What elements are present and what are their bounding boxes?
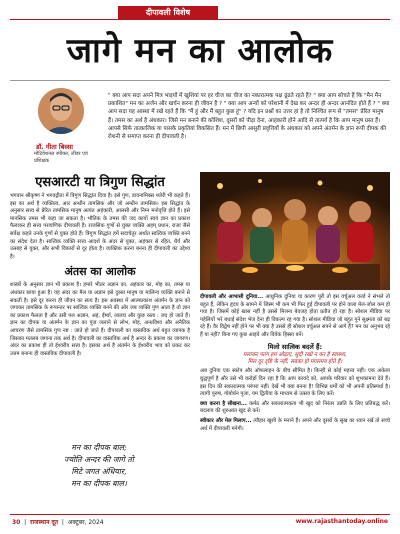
left-column (10, 172, 190, 358)
author-role: मोटिवेशनल स्पीकर, लीडर एवं प्रशिक्षक (34, 151, 88, 164)
couplet (200, 352, 390, 367)
right-column (200, 294, 390, 433)
paragraph-lead: क्या करना है सीखना... (200, 400, 247, 407)
family-diwali-photo (200, 172, 390, 290)
headline-rule (10, 80, 390, 81)
poem-line: ज्योति अन्दर की जागे तो (64, 455, 134, 464)
antas-paragraph: शास्त्रों के अनुसार ज्ञान भी प्रकाश है। हमारे भीतर अज्ञान का, अहंकार का, मोह का, तमस या अंधकार छाया हुआ है। यह अंदर का मैल या अज्ञान इसे दुरस्त मानुष या मालिन्य व्यक्ति बनाने से सकती है। इसे दूर करना ही जीवन का सत्य है। इस अवस्था में आत्मप्रकाश अंतर्मन के ज्ञान को जगाकर तामसिक के रूपान्तर पर सात्विक व्यक्ति बनने की ओर जब व्यक्ति गुण आता है तो ज्ञान का प्रकाश फैलता है और उसी पल अज्ञान, अहं, ईर्ष्या, लालच और कुछ रस्ता : जद हो जाते हैं। ज्ञान का दीपक या अंतर्मन के ज्ञान का पुंज जलाने से लोभ, मोह, अन्धविश्व और अनैतिक आचरण जैसे तामसिक गुण नष्ट : जाते हो जाते हैं। दीपावली का वास्तविक अर्थ बहुत व्यापक है जिसका मतलब जगाना तक अर्थ है। दीपावली का वास्तविक अर्थ है अन्दर के प्रकाश का जागरण। अंदर का प्रकाश ही तो ईश्वरीय सत्त्व है। इसका अर्थ है अंतर्मन के ईश्वरीय भाव को प्रकट कर उत्तम बनाना ही वास्तविक दीपावली है। (10, 282, 190, 357)
poem-line: मन का दीपक बाल; (71, 443, 127, 452)
author-photo (38, 88, 84, 134)
virtual-world-paragraph (200, 294, 390, 340)
section-title-antas: अंतस का आलोक (64, 265, 136, 279)
acceptance-paragraph (200, 418, 390, 433)
issue-month: अक्टूबर, 2024 (67, 519, 104, 526)
footer-left: 30 | राजस्थान दूत | अक्टूबर, 2024 (12, 519, 104, 526)
poem (14, 442, 184, 490)
paragraph-text: कर्मठ और सकारात्मकता भी खुद को निरंतर उन्नति के लिए प्रतिबद्ध करें। बदलाव की शुरुआत खुद से करें। (200, 400, 390, 415)
couplet-line: मिल दूर दृष्टि के नहीं, सबका हो मंगलमय होते हैं। (247, 358, 343, 365)
paragraph-text: त्यौहार खुशी के मनाने हैं। अपने और दूसरों के सुख का ध्यान रखें तो सच्चे अर्थ में दीपावली मनेगी। (200, 417, 390, 432)
section-banner: दीपावली विशेष (118, 6, 218, 19)
triguna-paragraph: भगवान श्रीकृष्ण ने भगवद्गीता में त्रिगुण सिद्धांत दिया है। इसे गुण, डायनामिक्स थ्योरी भी कहते हैं। इस का अर्थ है व्यक्तित्व, आर अन्धीन तामसिक और जो अन्धीन तामसिक। इस सिद्धांत के अनुसार सत्त्व से प्रेरित तामसिक मानुष अत्यंत अहंकारी, आलसी और निम्न मनोवृत्ति होते हैं। इसे मानसिक तमस भी कहा जा सकता है। भौतिक के तमस की जद कायों स्वयं ज्ञान का प्रकाश फैलाकर ही सत्त्व परायणिक दीपावली है। राजसिक गुणों से युक्त व्यक्ति अहम् प्रधान, राजा जैसे सर्वेक्ष कहते उनके गुणों से युक्त होते हैं। त्रिगुण सिद्धांत हमें सदाचेतुर अर्थात सात्विक व्यक्ति बनने का संदेश देता है। सात्विक व्यक्ति सत्त्व आदर्श के अंदर से युक्त, अहंकार से रहित, धैर्य और उत्साह से युक्त, और सभी विकारों से दूर होता है। व्यक्तिक करना बनना ही दीपावली का उद्देश्य है। (10, 193, 190, 260)
poem-line: मिटे जगत अंधियार, (71, 467, 127, 476)
magazine-name: राजस्थान दूत (30, 519, 59, 526)
world-paragraph: अब दुनिया एक स्कोप और ऑफलाइन के बीच सीमित है। किन्हीं से कोई महत्त्व नहीं। एक अकेला बुद्धपूर्ण है और उसे भी करोड़ों दिन रहा है कि आप कायदे को, आपके परिवार को शुभकामना देते हैं। इस दिन की सकारात्मक परंपरा नहीं। देखें भी क्या बनना है! विभिन्न धर्मों को भी अपनी प्रतिस्पर्धा है। त्यागी पुरुष, गोबोर्धन पूजा, यम द्वितीया के माध्यम से उत्सव के लिए करें। (200, 368, 390, 398)
page-number: 30 (12, 519, 21, 526)
website-link[interactable]: www.rajasthantoday.online (295, 518, 388, 525)
footer-rule (10, 514, 390, 515)
poem-line: मन का दीपक बाल। (71, 479, 127, 488)
author-name: डॉ. गीता बिस्सा (36, 143, 73, 151)
intro-paragraph: " क्या आप सदा अपने मित्र भाइयों में खुशियां पर हर चीज का चीज का नकारात्मक पक्ष ढूंढते रहते हैं? " क्या आप सोचते हैं कि "मैन मैन प्रकाशित" मन का अर्जन और खर्चन करना ही जीवन है ? " क्या आप अन्यों को परेशानी में देख कर अन्दर ही अन्दर आनंदित होते हैं ? " क्या आप सदा यह आस्था में रखे रहते हैं कि "मैं हूं और मैं बहुत कुछ हूं" ? यदि इन प्रश्नों का उत्तर हां है तो निश्चित रूप से "तमस" प्रेरित मानुष हैं। तमस का अर्थ है अंधकार। जिसे मन बनाने की कोशिश, दूसरों को पीड़ा देना, आहंकारी होने आदि से तात्पर्य है कि आप मानुष ग्रस्त हैं। आपसे सिर्फ तात्कालिक या पासके प्रकृतियां विकसित हैं। मन में छिपी आसुरी प्रवृत्तियों के अंधकार को अपने अंतर्मन के ज्ञान रूपी दीपक की रोशनी से समाप्त करना ही दीपावली है। (108, 93, 390, 141)
subheading: मिलो सात्विक बदलें हैं: (267, 342, 323, 351)
section-title-triguna: एसआरटी या त्रिगुण सिद्धांत (35, 175, 165, 190)
headline: जागे मन का आलोक (66, 31, 334, 71)
paragraph-lead: दीपावली और आभासी दुनिया... (200, 294, 264, 300)
paragraph-lead: स्वीकार और मेल मिलाप... (200, 417, 252, 424)
top-rule (10, 19, 390, 20)
couplet-line: मलाकर पतंग हम ओढ़ाए, सुदी रखो न कर है स्वास्थ्य, (243, 351, 347, 358)
paragraph-text: आधुनिक दुनिया या कारण पूरी तो इस वर्चुअल वर्ल्ड ने संभले तो बहुत हैं, लेकिन हृदय के सामने में जिस्म भी कम भी फिर हुई दीपावली पर होने वाला मेल-जोल कम हो गया है। जिसमें कोई खास नहीं है उससे मिलना बेवजह होता प्रतीत हो रहा है। सोशल मीडिया पर पहेलियों भरे बधाई संदेश भेज देना ही विकल्प रह गया है। सोशल मीडिया जो बहुत गुने सूक्ष्मता को बढ़ रहे हैं। वैर विद्वेष नहीं होने पर भी क्या है उससे ही सोशल वर्चुअल सपने से आगे हैं? मन का अनुभव रहे हैं या नहीं? बिना गए कुछ आइये और विवेक हिस्सा बनें। (200, 294, 390, 338)
learning-paragraph (200, 401, 390, 416)
